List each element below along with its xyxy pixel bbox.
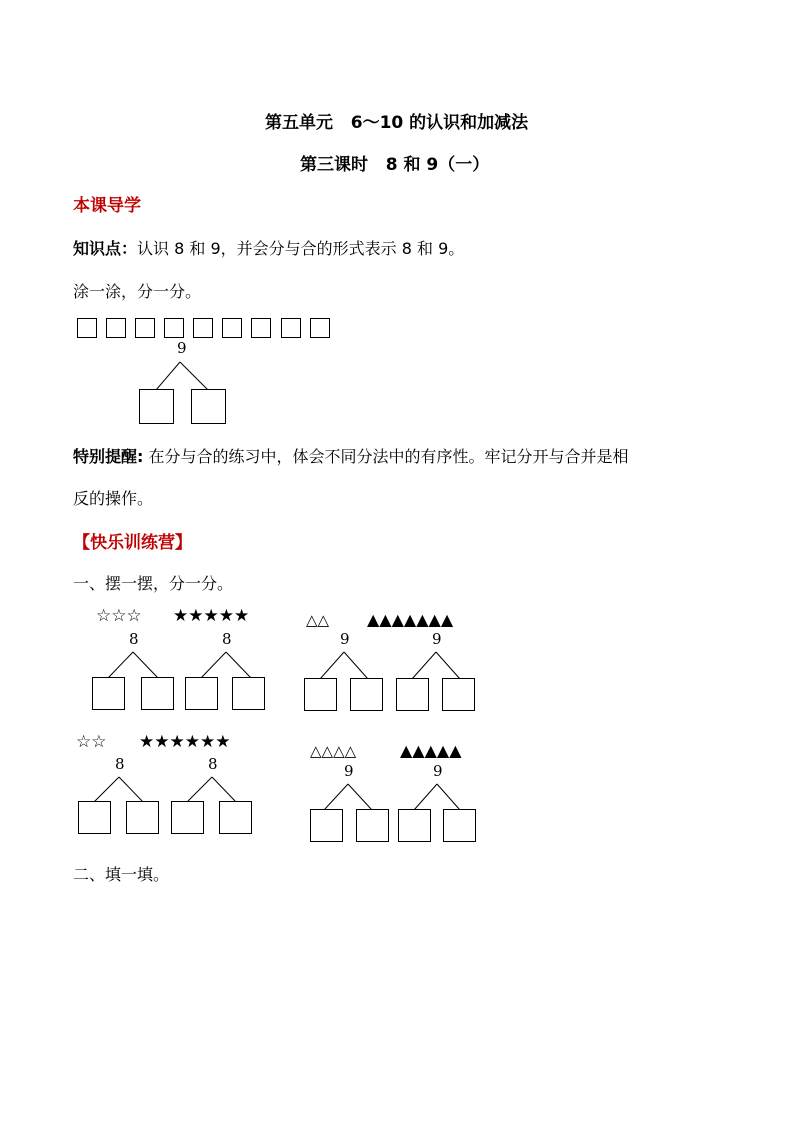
white-stars-group: ☆☆	[76, 732, 107, 752]
white-stars-group: ☆☆☆	[96, 606, 142, 626]
question-2-title: 二、填一填。	[73, 865, 170, 884]
split-total: 9	[177, 339, 187, 357]
reminder-line-1: 特别提醒: 在分与合的练习中，体会不同分法中的有序性。牢记分开与合并是相	[73, 447, 629, 466]
black-stars-group: ★★★★★★	[139, 732, 231, 752]
question-1-title: 一、摆一摆，分一分。	[73, 574, 234, 593]
lesson-title: 第三课时 8 和 9（一）	[300, 155, 490, 175]
black-stars-group: ★★★★★	[173, 606, 250, 626]
split-total: 8	[222, 630, 232, 648]
unit-title: 第五单元 6～10 的认识和加减法	[265, 113, 529, 133]
split-total: 8	[129, 630, 139, 648]
split-total: 9	[344, 762, 354, 780]
reminder-label: 特别提醒:	[73, 447, 144, 466]
split-answer-box[interactable]	[443, 809, 476, 842]
guide-heading: 本课导学	[73, 196, 141, 216]
split-total: 9	[433, 762, 443, 780]
white-triangles-group: △△△△	[310, 742, 357, 760]
split-answer-box[interactable]	[398, 809, 431, 842]
white-triangles-group: △△	[306, 611, 330, 629]
reminder-line-2: 反的操作。	[73, 489, 154, 508]
black-triangles-group: ▲▲▲▲▲▲▲	[367, 610, 454, 629]
knowledge-label: 知识点：	[73, 239, 138, 258]
split-total: 9	[340, 630, 350, 648]
knowledge-text: 认识 8 和 9，并会分与合的形式表示 8 和 9。	[137, 239, 465, 258]
training-heading: 【快乐训练营】	[73, 533, 192, 553]
split-answer-box[interactable]	[310, 809, 343, 842]
split-total: 9	[432, 630, 442, 648]
split-total: 8	[208, 755, 218, 773]
instruction-text: 涂一涂，分一分。	[73, 282, 202, 301]
split-total: 8	[115, 755, 125, 773]
black-triangles-group: ▲▲▲▲▲	[400, 741, 462, 760]
split-answer-box[interactable]	[356, 809, 389, 842]
